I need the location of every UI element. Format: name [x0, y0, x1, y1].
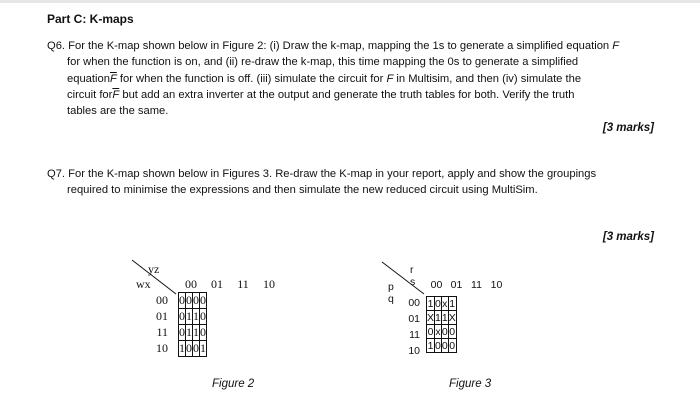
- kmap-cell: x: [442, 297, 448, 310]
- row-header: 01: [156, 309, 168, 323]
- kmap-cell: X: [427, 311, 435, 324]
- q6-var-f-bar: $\overline{F}$: [109, 72, 117, 85]
- figure-3-caption: Figure 3: [449, 378, 492, 390]
- q6-text-5: tables are the same.: [67, 105, 169, 118]
- kmap-row: [179, 293, 207, 309]
- question-7: [47, 166, 647, 199]
- q6-number: Q6.: [47, 40, 66, 52]
- kmap-cell: 0: [441, 325, 448, 338]
- page-top-border: [0, 0, 700, 3]
- kmap-cell: 1: [186, 325, 192, 339]
- kmap-cell: 0: [435, 339, 441, 352]
- q6-line-1: [47, 38, 647, 54]
- row-header: 00: [408, 297, 420, 309]
- kmap-row: [179, 309, 207, 325]
- row-header: 00: [156, 293, 168, 307]
- figure-2-caption: Figure 2: [212, 378, 255, 390]
- kmap-cell: 1: [186, 309, 192, 323]
- kmap-cell: 0: [449, 339, 456, 352]
- row-header: 11: [409, 329, 420, 341]
- column-header: 10: [263, 277, 275, 291]
- kmap-row: [179, 325, 207, 341]
- q6-text-3b: for when the function is off. (iii) simulate the circuit for: [116, 72, 387, 85]
- column-header: 11: [237, 277, 249, 291]
- q6-var-f-2: F: [386, 72, 394, 85]
- column-header: 01: [450, 279, 463, 291]
- question-6: [47, 38, 647, 119]
- column-header: 01: [211, 277, 223, 291]
- kmap-cell: 0: [449, 325, 456, 338]
- kmap-cell: 1: [193, 325, 199, 339]
- q6-text-2: for when the function is on, and (ii) re-draw the k-map, this time mapping the 0s to generate a simplified: [67, 56, 579, 69]
- q7-line-1: [47, 166, 647, 182]
- kmap-cell: 0: [179, 309, 185, 323]
- kmap-row: [427, 325, 457, 339]
- q6-var-f: F: [612, 40, 620, 52]
- kmap-cell: x: [435, 325, 441, 338]
- kmap-cell: 0: [179, 293, 185, 307]
- kmap-cell: 1: [441, 311, 448, 324]
- q7-marks: [3 marks]: [602, 231, 654, 243]
- kmap-cell: 0: [427, 325, 434, 338]
- kmap-grid: [426, 296, 457, 353]
- kmap-cell: 0: [186, 293, 192, 307]
- column-header: 00: [430, 279, 443, 291]
- kmap-cell: 1: [427, 297, 434, 310]
- row-header: 01: [408, 313, 420, 325]
- kmap-cell: 1: [200, 341, 206, 355]
- q6-text-4b: but add an extra inverter at the output and generate the truth tables for both. Verify the truth: [119, 88, 575, 101]
- column-header: 10: [490, 279, 503, 291]
- q6-marks: [3 marks]: [602, 122, 654, 134]
- kmap-cell: 1: [427, 339, 434, 352]
- kmap-grid: [178, 292, 207, 357]
- col-variable-label: r s: [410, 264, 416, 288]
- row-header: 11: [156, 325, 168, 339]
- kmap-cell: 0: [193, 341, 199, 355]
- q6-text-3c: in Multisim, and then (iv) simulate the: [393, 72, 582, 85]
- kmap-cell: 1: [179, 341, 185, 355]
- kmap-cell: 0: [179, 325, 185, 339]
- row-header: 10: [156, 341, 168, 355]
- kmap-row: [179, 341, 207, 357]
- kmap-cell: 0: [186, 341, 192, 355]
- kmap-cell: 1: [435, 311, 441, 324]
- kmap-cell: X: [448, 311, 456, 324]
- q6-line-3: [47, 71, 647, 87]
- row-variable-label: p q: [388, 281, 394, 305]
- column-header: 11: [471, 279, 482, 291]
- section-heading: Part C: K-maps: [47, 12, 134, 26]
- q6-var-f-bar-2: $\overline{F}$: [112, 88, 120, 101]
- kmap-cell: 0: [200, 293, 206, 307]
- kmap-cell: 0: [435, 297, 441, 310]
- col-variable-label: yz: [148, 262, 160, 276]
- kmap-row: [427, 339, 457, 353]
- kmap-row: [427, 311, 457, 325]
- kmap-cell: 1: [193, 309, 199, 323]
- q6-line-4: [47, 87, 647, 103]
- column-header: 00: [185, 277, 197, 291]
- q7-number: Q7.: [47, 168, 66, 180]
- kmap-cell: 0: [441, 339, 448, 352]
- q6-text-3a: equation: [67, 72, 110, 85]
- row-variable-label: wx: [136, 277, 151, 291]
- kmap-cell: 0: [200, 309, 206, 323]
- row-header: 10: [408, 345, 420, 357]
- kmap-cell: 0: [200, 325, 206, 339]
- kmap-row: [427, 297, 457, 311]
- q6-text-4a: circuit for: [67, 88, 113, 101]
- kmap-cell: 0: [193, 293, 199, 307]
- q7-text-1: For the K-map shown below in Figures 3. Re-draw the K-map in your report, apply and show the groupings: [68, 168, 597, 180]
- q7-text-2: required to minimise the expressions and then simulate the new reduced circuit using MultiSim.: [67, 184, 538, 197]
- kmap-cell: 1: [449, 297, 456, 310]
- q6-text-1: For the K-map shown below in Figure 2: (i) Draw the k-map, mapping the 1s to generate a simplified equation: [68, 40, 610, 52]
